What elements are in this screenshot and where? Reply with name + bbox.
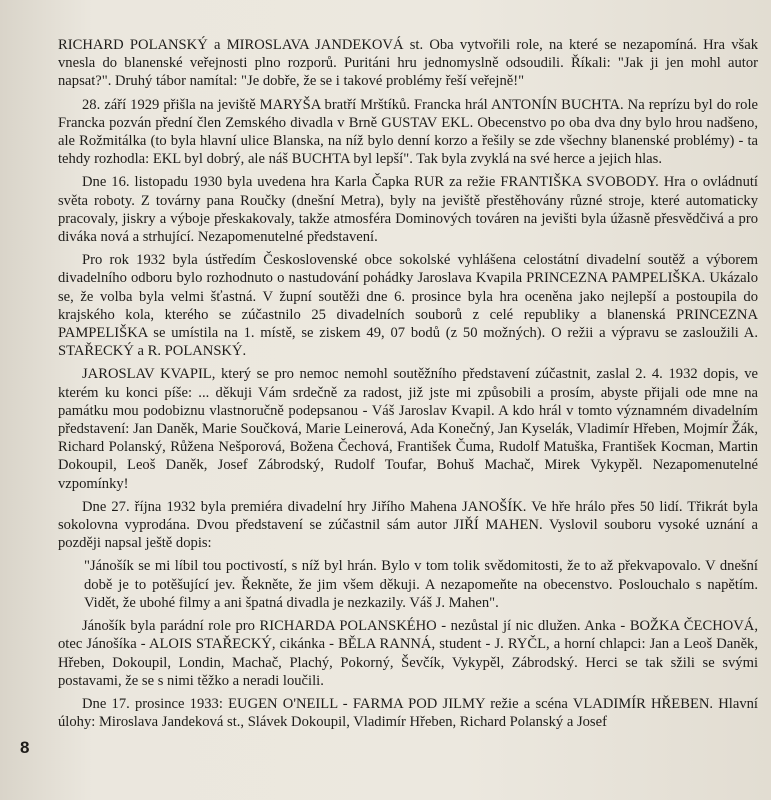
page-text [58, 36, 758, 736]
paragraph-1: RICHARD POLANSKÝ a MIROSLAVA JANDEKOVÁ st. Oba vytvořili role, na které se nezapomíná. Hra však vnesla do blanenské veřejnosti plno rozporů. Puritáni hru jednomyslně odsoudili. Říkali: "Jak ji jen mohl autor napsat?". Druhý tábor namítal: "Je dobře, že se i takové problémy řeší veřejně!" [58, 37, 758, 90]
paragraph-8: Jánošík byla parádní role pro RICHARDA POLANSKÉHO - nezůstal jí nic dlužen. Anka - BOŽKA ČECHOVÁ, otec Jánošíka - ALOIS STAŘECKÝ, cikánka - BĚLA RANNÁ, student - J. RYČL, a horní chlapci: Jan a Leoš Daněk, Hřeben, Dokoupil, Londin, Machač, Plachý, Pokorný, Ševčík, Vykypěl, Zábrodský. Herci se tak sžili se svými postavami, že se s nimi těžko a neradi loučili. [58, 618, 758, 689]
paragraph-4: Pro rok 1932 byla ústředím Československé obce sokolské vyhlášena celostátní divadelní soutěž a výborem divadelního odboru bylo rozhodnuto o nastudování pohádky Jaroslava Kvapila PRINCEZNA PAMPELIŠKA. Ukázalo se, že volba byla velmi šťastná. V župní soutěži dne 6. prosince byla hra oceněna jako nejlepší a postoupila do krajského kola, kterého se zúčastnilo 25 divadelních souborů z celé republiky a blanenská PRINCEZNA PAMPELIŠKA se umístila na 1. místě, se ziskem 49, 07 bodů (z 50 možných). O režii a výpravu se zasloužili A. STAŘECKÝ a R. POLANSKÝ. [58, 252, 758, 360]
paragraph-6: Dne 27. října 1932 byla premiéra divadelní hry Jiřího Mahena JANOŠÍK. Ve hře hrálo přes 50 lidí. Třikrát byla sokolovna vyprodána. Dvou představení se zúčastnil sám autor JIŘÍ MAHEN. Vyslovil souboru vysoké uznání a později napsal ještě dopis: [58, 498, 758, 552]
page-number: 8 [20, 738, 30, 757]
paragraph-5: JAROSLAV KVAPIL, který se pro nemoc nemohl soutěžního představení zúčastnit, zaslal 2. 4. 1932 dopis, ve kterém ku konci píše: ... děkuji Vám srdečně za radost, již jste mi způsobili a prosím, abyste přijali ode mne na památku mou podobiznu vlastnoručně podepsanou - Váš Jaroslav Kvapil. A kdo hrál v tomto významném divadelním představení: Jan Daněk, Marie Součková, Marie Leinerová, Ada Konečný, Jan Kyselák, Vladimír Hřeben, Mojmír Žák, Richard Polanský, Růžena Nešporová, Božena Čechová, František Čuma, Rudolf Matuška, František Kocman, Martin Dokoupil, Leoš Daněk, Josef Zábrodský, Rudolf Toufar, Bohuš Machač, Mirek Vykypěl. Nezapomenutelné vzpomínky! [58, 366, 758, 492]
paragraph-3: Dne 16. listopadu 1930 byla uvedena hra Karla Čapka RUR za režie FRANTIŠKA SVOBODY. Hra o ovládnutí světa roboty. Z továrny pana Roučky (dnešní Metra), byly na jeviště přestěhovány různé stroje, které automaticky pracovaly, jiskry a výboje přeskakovaly, takže atmosféra Dominových továren na jevišti byla úžasně přesvědčivá a pro diváka nová a strhující. Nezapomenutelné představení. [58, 174, 758, 246]
mahen-quote: "Jánošík se mi líbil tou poctivostí, s níž byl hrán. Bylo v tom tolik svědomitosti, že to až překvapovalo. V dnešní době je to potěšující jev. Řekněte, že jim všem děkuji. A nezapomeňte na obecenstvo. Poslouchalo s napětím. Vidět, že ubohé filmy a ani špatná divadla je nezkazily. Váš J. Mahen". [84, 558, 758, 611]
paragraph-2: 28. září 1929 přišla na jeviště MARYŠA bratří Mrštíků. Francka hrál ANTONÍN BUCHTA. Na reprízu byl do role Francka pozván přední člen Zemského divadla v Brně GUSTAV EKL. Obecenstvo po oba dva dny bylo hrou nadšeno, ale Rožmitálka (to byla hlavní ulice Blanska, na níž bylo denní korzo a řešily se zde všechny blanenské problémy) - ta tehdy rozhodla: EKL byl dobrý, ale náš BUCHTA byl lepší". Tak byla zvyklá na své herce a jejich hlas. [58, 96, 758, 168]
paragraph-9: Dne 17. prosince 1933: EUGEN O'NEILL - FARMA POD JILMY režie a scéna VLADIMÍR HŘEBEN. Hlavní úlohy: Miroslava Jandeková st., Slávek Dokoupil, Vladimír Hřeben, Richard Polanský a Josef [58, 695, 758, 731]
